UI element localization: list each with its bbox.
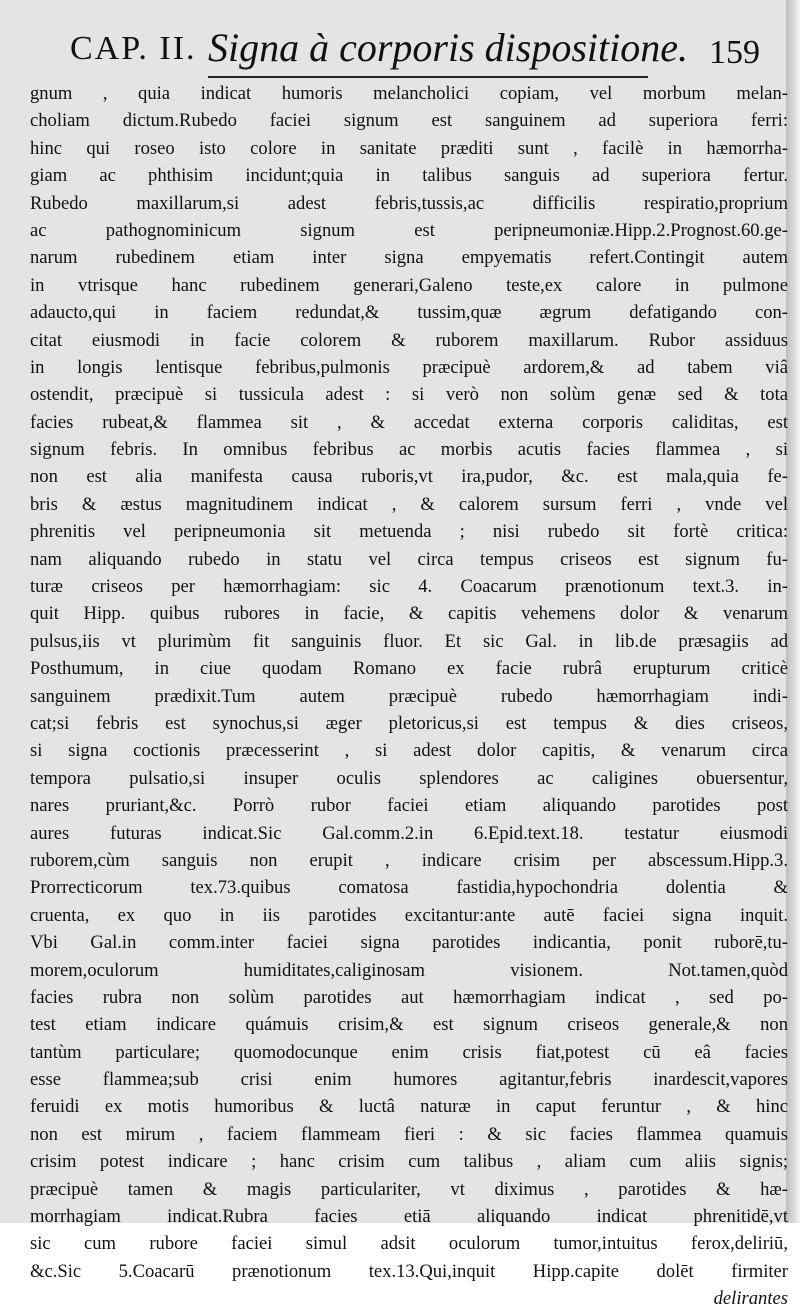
text-line: non est alia manifesta causa ruboris,vt ira,pudor, &c. est mala,quia fe-	[30, 466, 788, 488]
text-line: ruborem,cùm sanguis non erupit , indicare crisim per abscessum.Hipp.3.	[30, 849, 788, 871]
text-line: cruenta, ex quo in iis parotides excitantur:ante autē faciei signa inquit.	[30, 904, 788, 926]
text-line: morrhagiam indicat.Rubra facies etiā aliquando indicat phrenitidē,vt	[30, 1206, 788, 1228]
text-line: Posthumum, in ciue quodam Romano ex facie rubrâ erupturum criticè	[30, 658, 788, 680]
text-line: adaucto,qui in faciem redundat,& tussim,quæ ægrum defatigando con-	[30, 302, 788, 324]
text-line: signum febris. In omnibus febribus ac morbis acutis facies flammea , si	[30, 439, 788, 461]
text-line: pulsus,iis vt plurimùm fit sanguinis fluor. Et sic Gal. in lib.de præsagiis ad	[30, 630, 788, 652]
chapter-label: CAP. II.	[70, 30, 197, 67]
text-line: nares pruriant,&c. Porrò rubor faciei etiam aliquando parotides post	[30, 795, 788, 817]
text-line: Vbi Gal.in comm.inter faciei signa parotides indicantia, ponit ruborē,tu-	[30, 932, 788, 954]
title-underline	[208, 76, 648, 78]
text-line: cat;si febris est synochus,si æger pletoricus,si est tempus & dies criseos,	[30, 712, 788, 734]
text-line: phrenitis vel peripneumonia sit metuenda ; nisi rubedo sit fortè critica:	[30, 521, 788, 543]
text-line: sic cum rubore faciei simul adsit oculorum tumor,intuitus ferox,deliriū,	[30, 1233, 788, 1255]
running-header	[70, 22, 770, 74]
body-text	[30, 80, 788, 1313]
text-line: crisim potest indicare ; hanc crisim cum talibus , aliam cum aliis signis;	[30, 1151, 788, 1173]
text-line: Prorrecticorum tex.73.quibus comatosa fastidia,hypochondria dolentia &	[30, 877, 788, 899]
text-line: in vtrisque hanc rubedinem generari,Galeno teste,ex calore in pulmone	[30, 274, 788, 296]
text-line: feruidi ex motis humoribus & luctâ naturæ in caput feruntur , & hinc	[30, 1096, 788, 1118]
text-line: bris & æstus magnitudinem indicat , & calorem sursum ferri , vnde vel	[30, 493, 788, 515]
text-line: morem,oculorum humiditates,caliginosam visionem. Not.tamen,quòd	[30, 959, 788, 981]
page-number: 159	[709, 34, 760, 71]
text-line: sanguinem prædixit.Tum autem præcipuè rubedo hæmorrhagiam indi-	[30, 685, 788, 707]
page-edge-shadow	[786, 0, 800, 1223]
text-line: gnum , quia indicat humoris melancholici copiam, vel morbum melan-	[30, 83, 788, 104]
text-line: hinc qui roseo isto colore in sanitate præditi sunt , facilè in hæmorrha-	[30, 137, 788, 159]
text-line: ostendit, præcipuè si tussicula adest : si verò non solùm genæ sed & tota	[30, 384, 788, 406]
text-line: turæ criseos per hæmorrhagiam: sic 4. Coacarum prænotionum text.3. in-	[30, 576, 788, 598]
text-line: quit Hipp. quibus rubores in facie, & capitis vehemens dolor & venarum	[30, 603, 788, 625]
text-line: test etiam indicare quámuis crisim,& est signum criseos generale,& non	[30, 1014, 788, 1036]
text-line: &c.Sic 5.Coacarū prænotionum tex.13.Qui,inquit Hipp.capite dolēt firmiter	[30, 1260, 788, 1282]
text-line: giam ac phthisim incidunt;quia in talibus sanguis ad superiora fertur.	[30, 165, 788, 187]
text-line: facies rubra non solùm parotides aut hæmorrhagiam indicat , sed po-	[30, 986, 788, 1008]
text-line: nam aliquando rubedo in statu vel circa tempus criseos est signum fu-	[30, 548, 788, 570]
catchword: delirantes	[713, 1288, 788, 1310]
text-line: tempora pulsatio,si insuper oculis splendores ac caligines obuersentur,	[30, 767, 788, 789]
text-line: aures futuras indicat.Sic Gal.comm.2.in 6.Epid.text.18. testatur eiusmodi	[30, 822, 788, 844]
text-line: non est mirum , faciem flammeam fieri : & sic facies flammea quamuis	[30, 1123, 788, 1145]
text-line: si signa coctionis præcesserint , si adest dolor capitis, & venarum circa	[30, 740, 788, 762]
running-title: Signa à corporis dispositione.	[208, 25, 689, 70]
text-line: præcipuè tamen & magis particulariter, vt diximus , parotides & hæ-	[30, 1178, 788, 1200]
text-line: citat eiusmodi in facie colorem & ruborem maxillarum. Rubor assiduus	[30, 329, 788, 351]
text-line: in longis lentisque febribus,pulmonis præcipuè ardorem,& ad tabem viâ	[30, 356, 788, 378]
text-line: facies rubeat,& flammea sit , & accedat externa corporis caliditas, est	[30, 411, 788, 433]
text-line: choliam dictum.Rubedo faciei signum est sanguinem ad superiora ferri:	[30, 110, 788, 132]
text-line: tantùm particulare; quomodocunque enim crisis fiat,potest cū eâ facies	[30, 1041, 788, 1063]
text-line: esse flammea;sub crisi enim humores agitantur,febris inardescit,vapores	[30, 1069, 788, 1091]
text-line: Rubedo maxillarum,si adest febris,tussis,ac difficilis respiratio,proprium	[30, 192, 788, 214]
text-line: narum rubedinem etiam inter signa empyematis refert.Contingit autem	[30, 247, 788, 269]
text-line: ac pathognominicum signum est peripneumoniæ.Hipp.2.Prognost.60.ge-	[30, 219, 788, 241]
